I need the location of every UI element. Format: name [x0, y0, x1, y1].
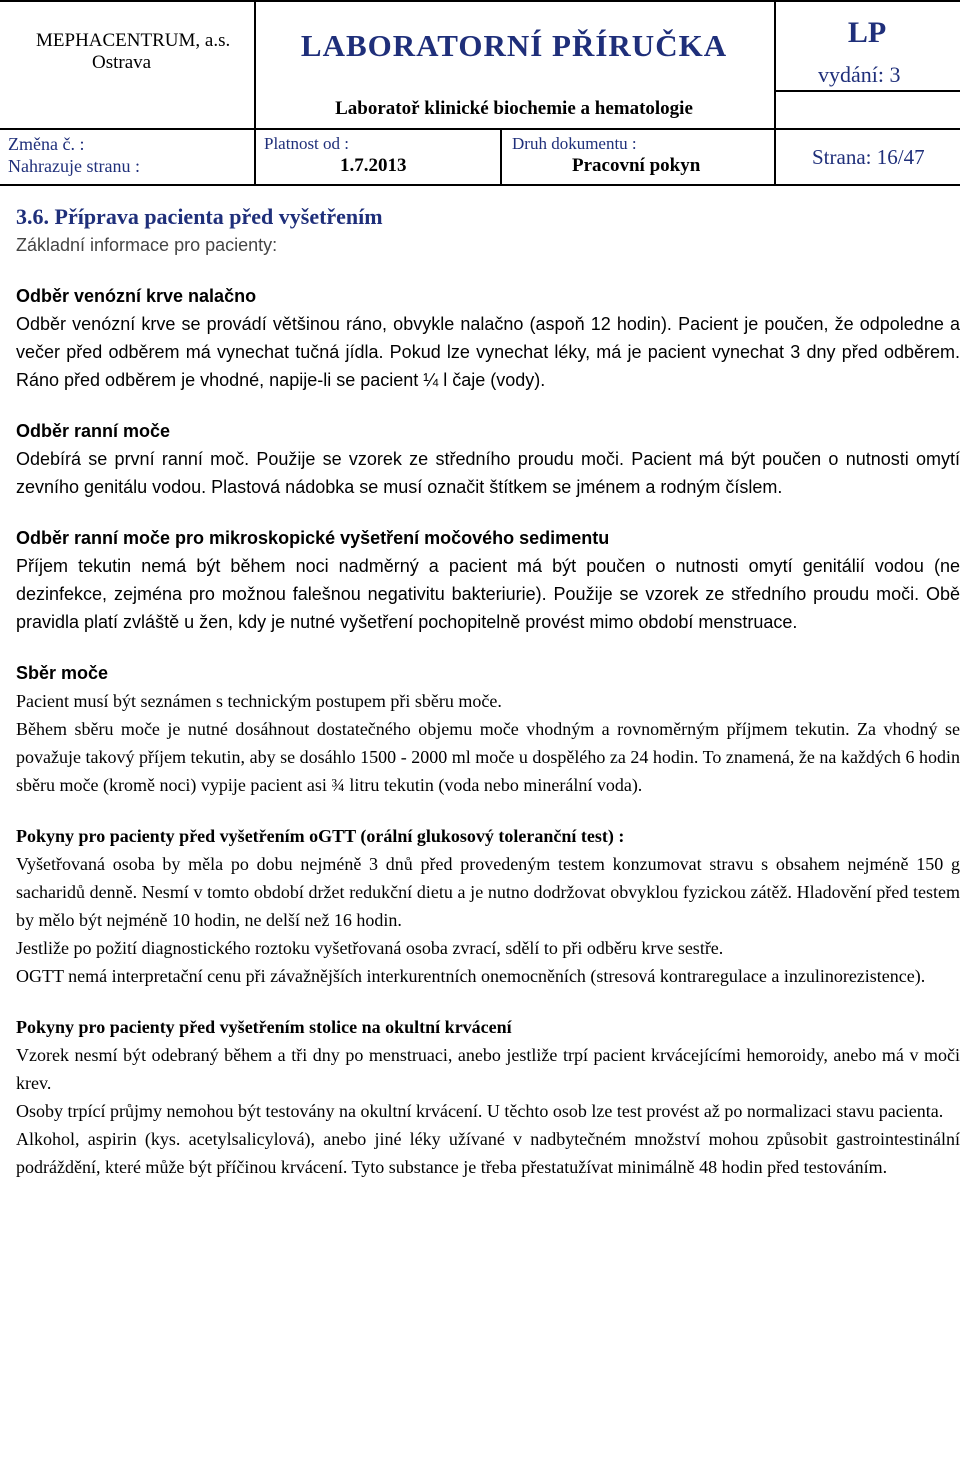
occult-bleeding-section — [16, 1013, 960, 1181]
morning-urine-text: Odebírá se první ranní moč. Použije se vzorek ze středního proudu moči. Pacient má být poučen o nutnosti omytí zevního genitálu vodou. Plastová nádobka se musí označit štítkem se jménem a rodným číslem. — [16, 449, 960, 497]
header-top-rule — [0, 0, 960, 2]
occult-bleeding-text-2: Osoby trpící průjmy nemohou být testovány na okultní krvácení. U těchto osob lze test provést až po normalizaci stavu pacienta. — [16, 1101, 944, 1121]
urine-collection-text-2: Během sběru moče je nutné dosáhnout dostatečného objemu moče vhodným a rovnoměrným příjmem tekutin. Za vhodný se považuje takový příjem tekutin, aby se dosáhlo 1500 - 2000 ml moče u dospělého za 24 hodin. To znamená, že na každých 6 hodin sběru moče (kromě noci) vypije pacient asi ¾ litru tekutin (voda nebo minerální voda). — [16, 719, 960, 795]
header-divider-2 — [500, 128, 502, 186]
fasting-blood-text: Odběr venózní krve se provádí většinou ráno, obvykle nalačno (aspoň 12 hodin). Pacient je poučen, že odpoledne a večer před odběrem má vynechat tučná jídla. Pokud lze vynechat léky, má je pacient vynechat 3 dny před odběrem. Ráno před odběrem je vhodné, napije-li se pacient ¼ l čaje (vody). — [16, 314, 960, 390]
urine-collection-heading: Sběr moče — [16, 663, 109, 683]
manual-title: LABORATORNÍ PŘÍRUČKA — [300, 28, 728, 63]
document-header — [0, 0, 960, 186]
urine-sediment-heading: Odběr ranní moče pro mikroskopické vyšetření močového sedimentu — [16, 528, 610, 548]
header-right-rule — [774, 90, 960, 92]
company-city: Ostrava — [92, 52, 152, 73]
page-content — [16, 203, 960, 1181]
header-bottom-rule — [0, 184, 960, 186]
document-type-label: Druh dokumentu : — [512, 134, 637, 153]
urine-sediment-section — [16, 524, 960, 636]
page-number: Strana: 16/47 — [812, 145, 925, 169]
morning-urine-section — [16, 417, 960, 501]
morning-urine-heading: Odběr ranní moče — [16, 421, 171, 441]
ogtt-section — [16, 822, 960, 990]
occult-bleeding-heading: Pokyny pro pacienty před vyšetřením stolice na okultní krvácení — [16, 1017, 512, 1037]
company-name: MEPHACENTRUM, a.s. — [36, 30, 231, 51]
occult-bleeding-text-3: Alkohol, aspirin (kys. acetylsalicylová), anebo jiné léky užívané v nadbytečném množství mohou způsobit gastrointestinální podráždění, které může být příčinou krvácení. Tyto substance je třeba přestatužívat minimálně 48 hodin před testováním. — [16, 1129, 960, 1177]
replaces-label: Nahrazuje stranu : — [8, 156, 140, 176]
urine-sediment-text: Příjem tekutin nemá být během noci nadměrný a pacient má být poučen o nutnosti omytí genitálií vodou (ne dezinfekce, zejména pro možnou falešnou negativitu bakteriurie). Použije se vzorek ze středního proudu moči. Obě pravidla platí zvláště u žen, kdy je nutné vyšetření pochopitelně provést mimo období menstruace. — [16, 556, 960, 632]
section-subtitle: Základní informace pro pacienty: — [16, 235, 278, 255]
fasting-blood-heading: Odběr venózní krve nalačno — [16, 286, 257, 306]
ogtt-heading: Pokyny pro pacienty před vyšetřením oGTT (orální glukosový toleranční test) : — [16, 826, 625, 846]
lab-name: Laboratoř klinické biochemie a hematologie — [335, 98, 693, 119]
change-label: Změna č. : — [8, 134, 85, 154]
urine-collection-section — [16, 659, 960, 799]
valid-from-date: 1.7.2013 — [340, 155, 407, 176]
ogtt-text-1: Vyšetřovaná osoba by měla po dobu nejméně 3 dnů před provedeným testem konzumovat stravu s obsahem nejméně 150 g sacharidů denně. Nesmí v tomto období držet redukční dietu a je nutno dodržovat obvyklou fyzickou zátěž. Hladovění před testem by mělo být nejméně 10 hodin, ne delší než 16 hodin. — [16, 854, 960, 930]
document-code: LP — [847, 16, 887, 49]
ogtt-text-3: OGTT nemá interpretační cenu při závažnějších interkurentních onemocněních (stresová kontraregulace a inzulinorezistence). — [16, 966, 926, 986]
edition: vydání: 3 — [818, 62, 901, 87]
urine-collection-text-1: Pacient musí být seznámen s technickým postupem při sběru moče. — [16, 691, 502, 711]
document-type-value: Pracovní pokyn — [572, 155, 701, 176]
ogtt-text-2: Jestliže po požití diagnostického roztoku vyšetřovaná osoba zvrací, sdělí to při odběru krve sestře. — [16, 938, 724, 958]
header-middle-rule — [0, 128, 960, 130]
valid-from-label: Platnost od : — [264, 134, 350, 153]
occult-bleeding-text-1: Vzorek nesmí být odebraný během a tři dny po menstruaci, anebo jestliže trpí pacient krvácejícími hemoroidy, anebo má v moči krev. — [16, 1045, 960, 1093]
section-title: 3.6. Příprava pacienta před vyšetřením — [16, 204, 383, 229]
fasting-blood-section — [16, 282, 960, 394]
